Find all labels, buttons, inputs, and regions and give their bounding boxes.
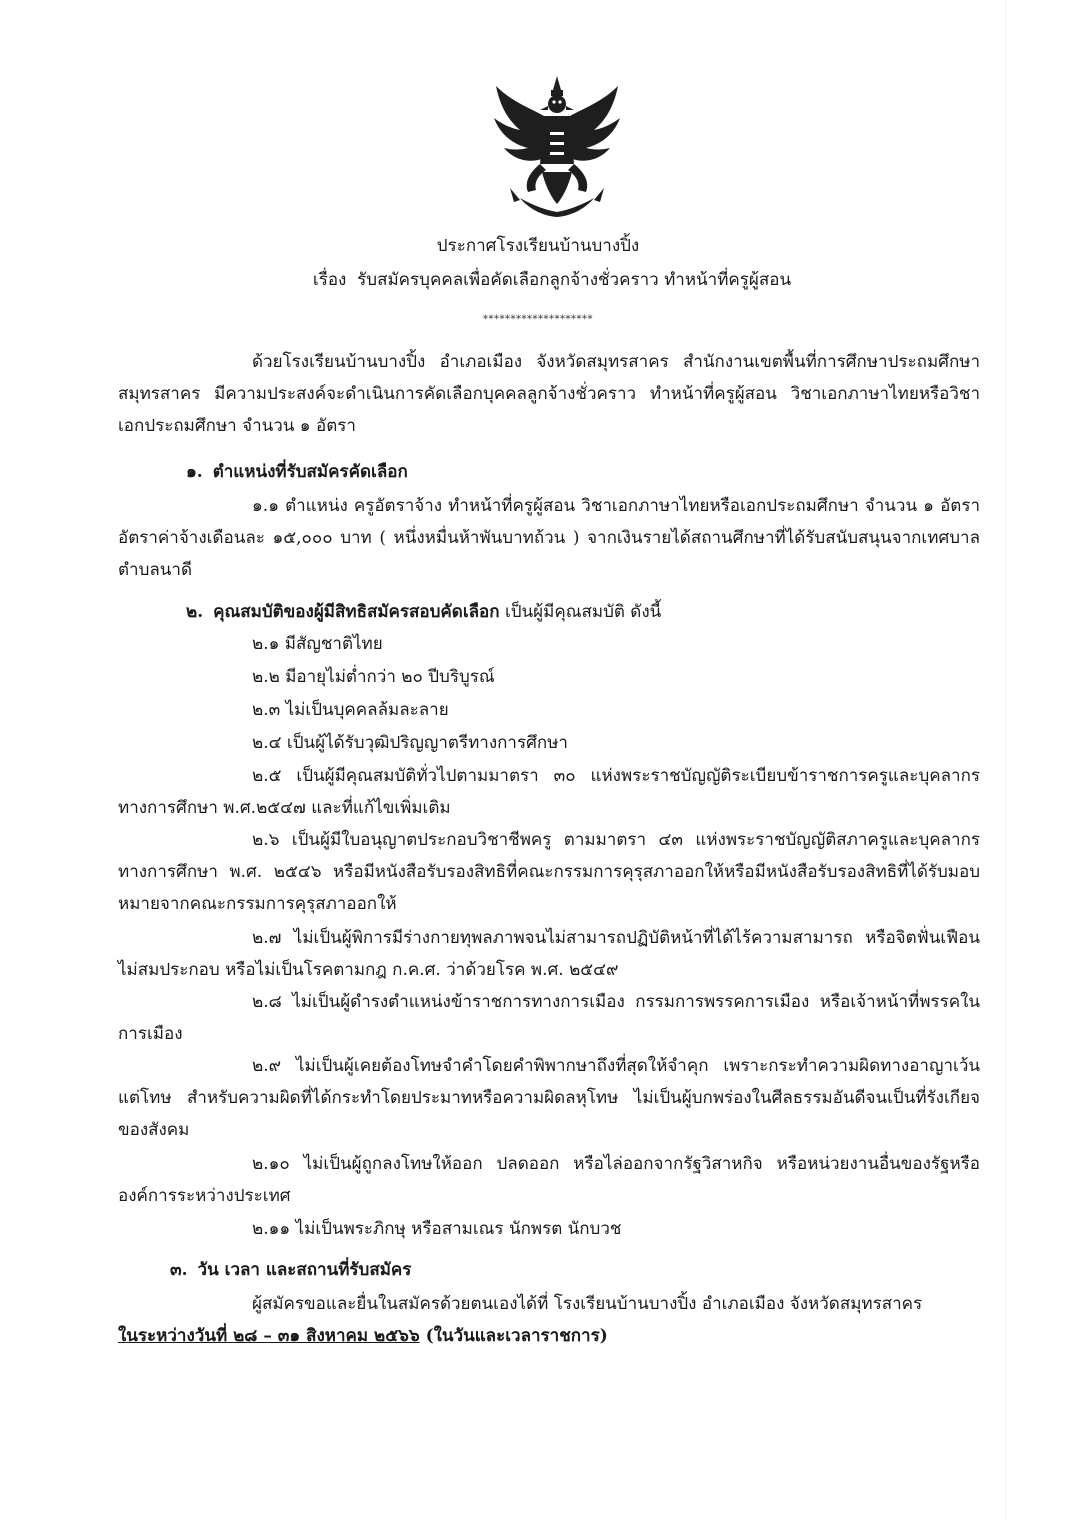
qualification-item: ๒.๔ เป็นผู้ได้รับวุฒิปริญญาตรีทางการศึกษา (252, 733, 568, 753)
section-1-text: ๑.๑ ตำแหน่ง ครูอัตราจ้าง ทำหน้าที่ครูผู้สอน วิชาเอกภาษาไทยหรือเอกประถมศึกษา จำนวน ๑ อัตรา อัตราค่าจ้างเดือนละ ๑๕,๐๐๐ บาท ( หนึ่งหมื่นห้าพันบาทถ้วน ) จากเงินรายได้สถานศึกษาที่ได้รับสนับสนุนจากเทศบาลตำบลนาดี (118, 496, 980, 580)
qualification-item: ๒.๖ เป็นผู้มีใบอนุญาตประกอบวิชาชีพครู ตามมาตรา ๔๓ แห่งพระราชบัญญัติสภาครูและบุคลากรทางการศึกษา พ.ศ. ๒๕๔๖ หรือมีหนังสือรับรองสิทธิที่คณะกรรมการคุรุสภาออกให้หรือมีหนังสือรับรองสิทธิที่ได้รับมอบหมายจากคณะกรรมการคุรุสภาออกให้ (118, 830, 980, 914)
section-2-number: ๒. (186, 602, 204, 622)
intro-paragraph: ด้วยโรงเรียนบ้านบางปิ้ง อำเภอเมือง จังหวัดสมุทรสาคร สำนักงานเขตพื้นที่การศึกษาประถมศึกษาสมุทรสาคร มีความประสงค์จะดำเนินการคัดเลือกบุคคลลูกจ้างชั่วคราว ทำหน้าที่ครูผู้สอน วิชาเอกภาษาไทยหรือวิชาเอกประถมศึกษา จำนวน ๑ อัตรา (118, 352, 980, 436)
section-3-number: ๓. (170, 1260, 188, 1280)
section-3-title: วัน เวลา และสถานที่รับสมัคร (197, 1260, 412, 1280)
subject-label: เรื่อง (312, 270, 347, 290)
subject-line (14, 266, 1076, 293)
qualification-item: ๒.๘ ไม่เป็นผู้ดำรงตำแหน่งข้าราชการทางการเมือง กรรมการพรรคการเมือง หรือเจ้าหน้าที่พรรคในการเมือง (118, 992, 980, 1044)
section-2-title: คุณสมบัติของผู้มีสิทธิสมัครสอบคัดเลือก (213, 602, 500, 622)
application-date-range: ในระหว่างวันที่ ๒๘ – ๓๑ สิงหาคม ๒๕๖๖ (118, 1326, 420, 1346)
section-2-heading (186, 598, 661, 625)
scan-edge-line (1005, 0, 1006, 1520)
garuda-emblem-icon (490, 72, 624, 218)
qualification-item: ๒.๑๐ ไม่เป็นผู้ถูกลงโทษให้ออก ปลดออก หรือไล่ออกจากรัฐวิสาหกิจ หรือหน่วยงานอื่นของรัฐหรือองค์การระหว่างประเทศ (118, 1154, 980, 1206)
qualification-item: ๒.๑ มีสัญชาติไทย (252, 634, 383, 654)
section-1-number: ๑. (186, 462, 203, 482)
application-dates (118, 1322, 608, 1349)
qualification-item: ๒.๑๑ ไม่เป็นพระภิกษุ หรือสามเณร นักพรต นักบวช (252, 1219, 622, 1239)
section-1-title: ตำแหน่งที่รับสมัครคัดเลือก (212, 462, 408, 482)
qualification-item: ๒.๓ ไม่เป็นบุคคลล้มละลาย (252, 700, 449, 720)
section-3-text: ผู้สมัครขอและยื่นในสมัครด้วยตนเองได้ที่ โรงเรียนบ้านบางปิ้ง อำเภอเมือง จังหวัดสมุทรสาคร (252, 1294, 923, 1314)
section-3-heading (170, 1256, 411, 1283)
header-separator: ******************** (483, 314, 593, 325)
qualification-item: ๒.๒ มีอายุไม่ต่ำกว่า ๒๐ ปีบริบูรณ์ (252, 667, 495, 687)
application-date-note: (ในวันและเวลาราชการ) (419, 1326, 608, 1346)
section-1-heading (186, 458, 408, 485)
subject-text: รับสมัครบุคคลเพื่อคัดเลือกลูกจ้างชั่วคราว ทำหน้าที่ครูผู้สอน (357, 270, 792, 290)
section-2-title-suffix: เป็นผู้มีคุณสมบัติ ดังนี้ (504, 602, 662, 622)
qualification-item: ๒.๗ ไม่เป็นผู้พิการมีร่างกายทุพลภาพจนไม่สามารถปฏิบัติหน้าที่ได้ไร้ความสามารถ หรือจิตฟั่นเฟือนไม่สมประกอบ หรือไม่เป็นโรคตามกฎ ก.ค.ศ. ว่าด้วยโรค พ.ศ. ๒๕๔๙ (118, 928, 980, 980)
qualification-item: ๒.๙ ไม่เป็นผู้เคยต้องโทษจำคำโดยคำพิพากษาถึงที่สุดให้จำคุก เพราะกระทำความผิดทางอาญาเว้นแต่โทษ สำหรับความผิดที่ได้กระทำโดยประมาทหรือความผิดลหุโทษ ไม่เป็นผู้บกพร่องในศีลธรรมอันดีจนเป็นที่รังเกียจของสังคม (118, 1056, 980, 1140)
qualification-item: ๒.๕ เป็นผู้มีคุณสมบัติทั่วไปตามมาตรา ๓๐ แห่งพระราชบัญญัติระเบียบข้าราชการครูและบุคลากรทางการศึกษา พ.ศ.๒๕๔๗ และที่แก้ไขเพิ่มเติม (118, 766, 980, 818)
announcement-title: ประกาศโรงเรียนบ้านบางปิ้ง (436, 236, 640, 256)
